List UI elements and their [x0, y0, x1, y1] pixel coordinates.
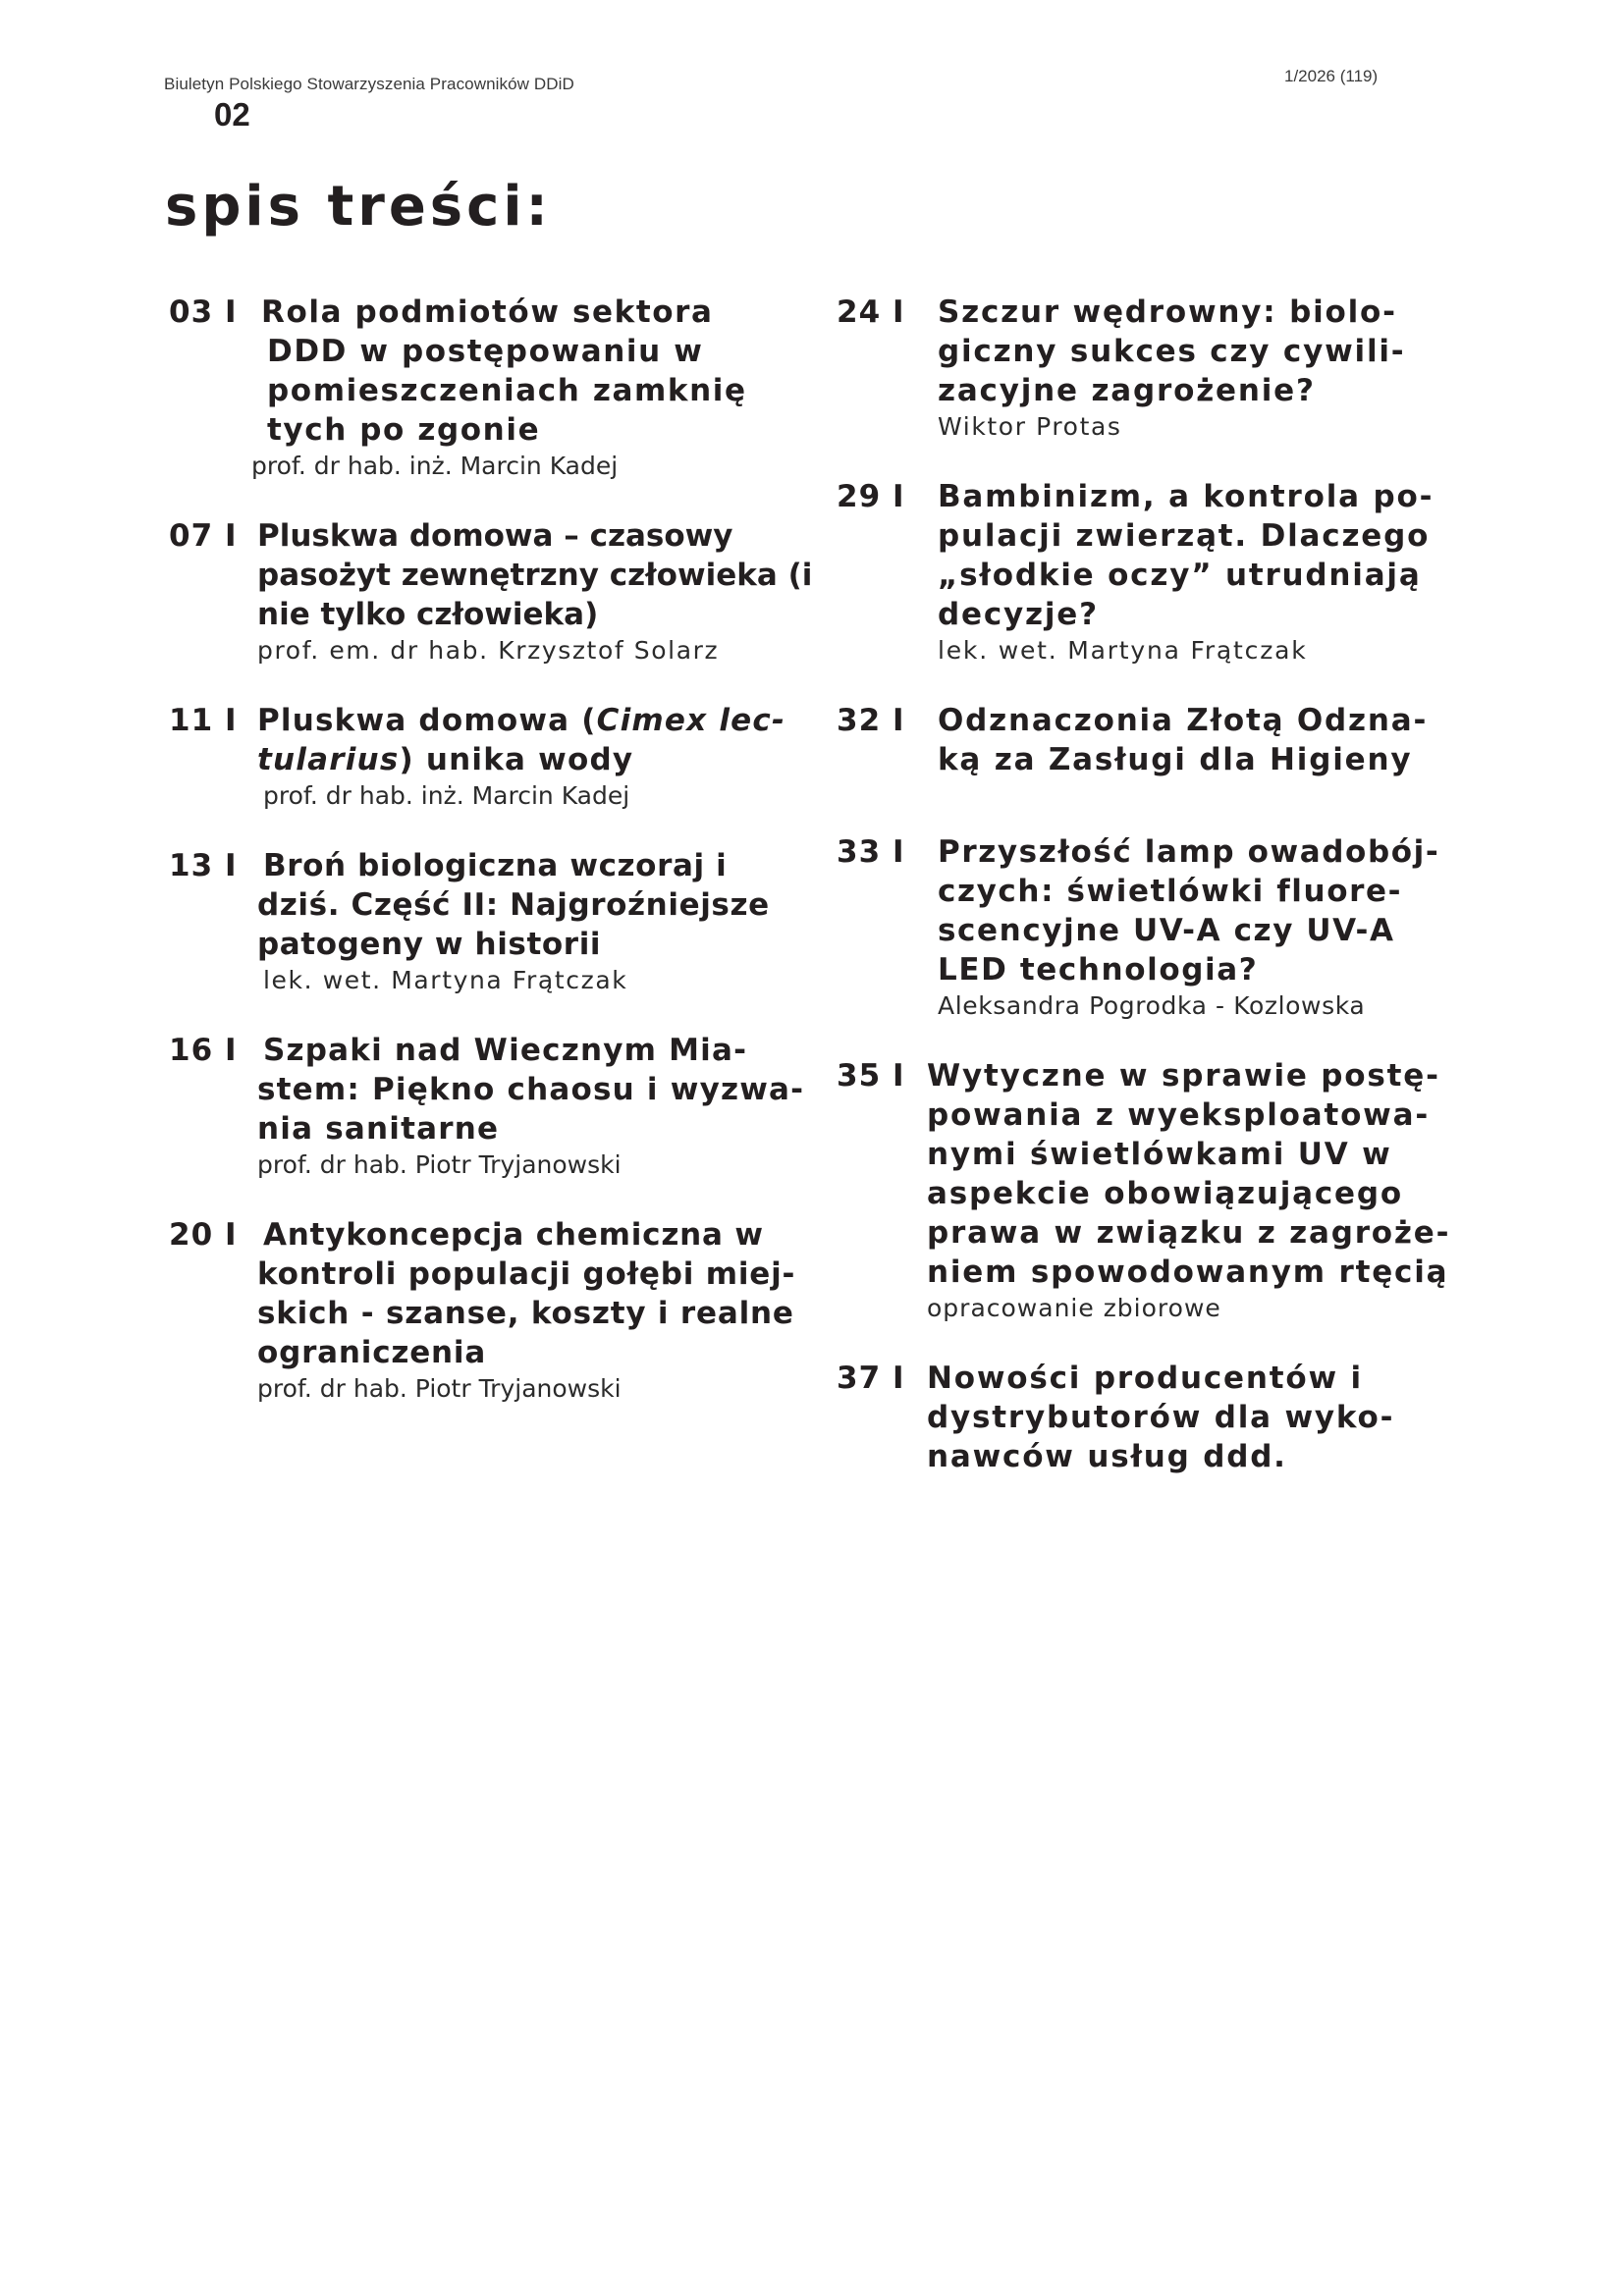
- toc-entry-title: Szpaki nad Wiecznym Mia- stem: Piękno chaosu i wyzwa- nia sanitarne: [257, 1033, 805, 1147]
- toc-entry[interactable]: [837, 701, 1465, 779]
- toc-entry-page: 13 I: [169, 848, 238, 883]
- toc-entry[interactable]: [169, 701, 807, 813]
- toc-entry-author: Aleksandra Pogrodka - Kozlowska: [938, 991, 1366, 1020]
- toc-entry-author: lek. wet. Martyna Frątczak: [938, 636, 1308, 665]
- toc-left-column: [169, 293, 813, 1406]
- toc-entry-title: Antykoncepcja chemiczna w kontroli populacji gołębi miej- skich - szanse, koszty i realne ograniczenia: [257, 1217, 796, 1370]
- toc-entry-page: 20 I: [169, 1217, 238, 1253]
- toc-entry-author: prof. dr hab. Piotr Tryjanowski: [257, 1150, 622, 1179]
- toc-entry-author: prof. dr hab. inż. Marcin Kadej: [251, 452, 619, 480]
- toc-entry-page: 33 I: [837, 834, 905, 870]
- toc-right-column: [837, 293, 1465, 1476]
- toc-entry-page: 16 I: [169, 1033, 238, 1068]
- publication-title: Biuletyn Polskiego Stowarzyszenia Pracowników DDiD: [164, 75, 574, 93]
- toc-entry-page: 03 I: [169, 294, 238, 330]
- toc-entry-page: 37 I: [837, 1361, 905, 1396]
- toc-entry-page: 35 I: [837, 1058, 905, 1094]
- toc-entry[interactable]: [169, 1031, 807, 1182]
- issue-number: 1/2026 (119): [1284, 67, 1379, 85]
- toc-entry[interactable]: [169, 516, 813, 667]
- toc-entry-title: Wytyczne w sprawie postę- powania z wyeksploatowa- nymi świetlówkami UV w aspekcie obowiązującego prawa w związku z zagroże- niem spowodowanym rtęcią: [927, 1058, 1451, 1290]
- toc-entry-title: Nowości producentów i dystrybutorów dla wyko- nawców usług ddd.: [927, 1361, 1395, 1474]
- toc-entry-title: Bambinizm, a kontrola po- pulacji zwierząt. Dlaczego „słodkie oczy” utrudniają decyzje?: [938, 479, 1435, 632]
- toc-entry-author: prof. dr hab. inż. Marcin Kadej: [263, 781, 630, 810]
- toc-entry-page: 11 I: [169, 703, 238, 738]
- toc-entry[interactable]: [169, 1215, 807, 1406]
- toc-entry[interactable]: [837, 832, 1465, 1023]
- toc-entry-author: opracowanie zbiorowe: [927, 1294, 1221, 1322]
- toc-entry-page: 32 I: [837, 703, 905, 738]
- toc-entry-author: Wiktor Protas: [938, 412, 1122, 441]
- toc-entry[interactable]: [169, 293, 807, 483]
- toc-entry-author: lek. wet. Martyna Frątczak: [263, 966, 628, 994]
- toc-entry-title: Broń biologiczna wczoraj i dziś. Część II: Najgroźniejsze patogeny w historii: [257, 848, 770, 962]
- toc-entry-page: 29 I: [837, 479, 905, 514]
- page-number: 02: [214, 96, 250, 133]
- toc-entry[interactable]: [837, 477, 1465, 667]
- toc-entry-page: 24 I: [837, 294, 905, 330]
- toc-entry[interactable]: [169, 846, 807, 997]
- toc-entry[interactable]: [837, 1056, 1465, 1325]
- toc-entry-author: prof. em. dr hab. Krzysztof Solarz: [257, 636, 720, 665]
- toc-entry-title: Pluskwa domowa – czasowy pasożyt zewnętrzny człowieka (i nie tylko człowieka): [257, 518, 813, 632]
- toc-entry-title: Przyszłość lamp owadobój- czych: świetlówki fluore- scencyjne UV-A czy UV-A LED technologia?: [938, 834, 1440, 988]
- toc-entry-title: Pluskwa domowa (Cimex lec- tularius) unika wody: [257, 703, 786, 777]
- toc-entry-page: 07 I: [169, 518, 238, 554]
- toc-entry[interactable]: [837, 293, 1465, 444]
- toc-entry-title: Rola podmiotów sektora DDD w postępowaniu w pomieszczeniach zamknię tych po zgonie: [261, 294, 747, 448]
- table-of-contents-title: spis treści:: [165, 175, 552, 239]
- toc-entry-author: prof. dr hab. Piotr Tryjanowski: [257, 1374, 622, 1403]
- toc-entry-title: Odznaczonia Złotą Odzna- ką za Zasługi dla Higieny: [938, 703, 1429, 777]
- toc-entry-title: Szczur wędrowny: biolo- giczny sukces czy cywili- zacyjne zagrożenie?: [938, 294, 1406, 408]
- toc-entry[interactable]: [837, 1359, 1465, 1476]
